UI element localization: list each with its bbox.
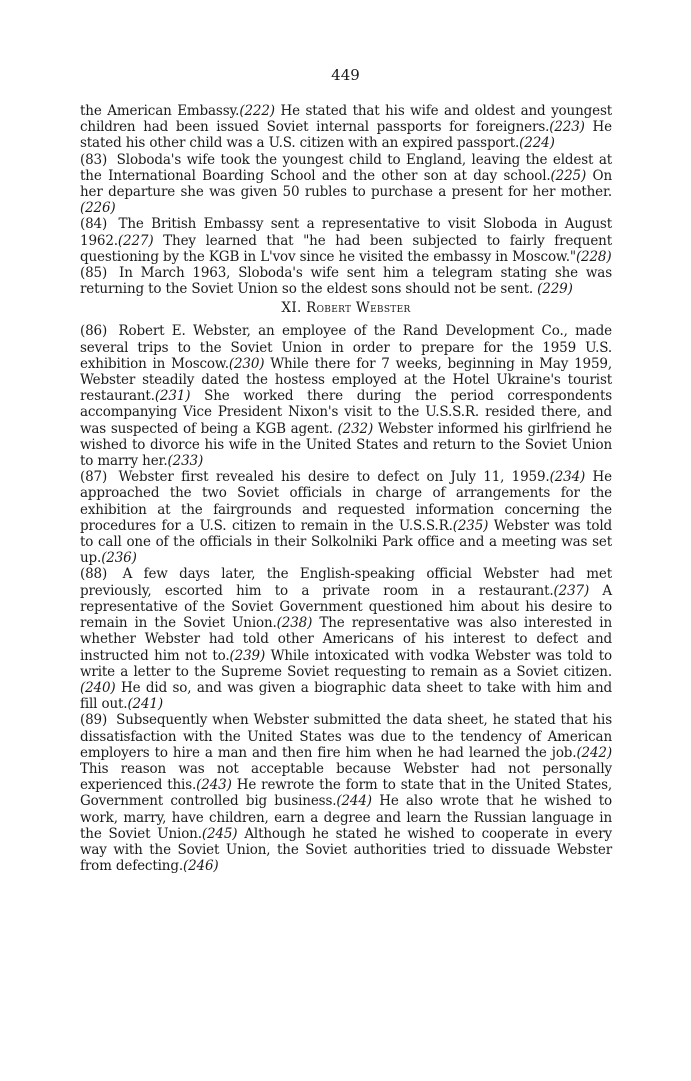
footnote-reference: (229) bbox=[537, 281, 573, 298]
text-segment: He did so, and was given a biographic data sheet to take with him and fill out. bbox=[80, 679, 612, 713]
footnote-reference: (237) bbox=[553, 582, 590, 599]
paragraph-number: (87) bbox=[80, 469, 108, 486]
footnote-reference: (246) bbox=[182, 858, 219, 875]
footnote-reference: (244) bbox=[336, 793, 372, 810]
paragraph-number: (83) bbox=[80, 151, 108, 168]
paragraph-p84 bbox=[80, 216, 612, 265]
text-segment: He stated that his wife and oldest and youngest children had been issued Soviet internal passports for foreigners. bbox=[80, 103, 612, 136]
footnote-reference: (231) bbox=[154, 388, 191, 405]
footnote-reference: (224) bbox=[519, 135, 555, 152]
text-segment: In March 1963, Sloboda's wife sent him a telegram stating she was returning to the Soviet Union so the eldest sons should not be sent. bbox=[80, 265, 612, 298]
text-segment: He also wrote that he wished to work, marry, have children, earn a degree and learn the Russian language in the Soviet Union. bbox=[80, 793, 612, 842]
footnote-reference: (238) bbox=[276, 615, 313, 632]
text-segment: Subsequently when Webster submitted the data sheet, he stated that his dissatisfaction with the United States was due to the tendency of American employers to hire a man and then fire him when he had learned the job. bbox=[80, 712, 612, 761]
footnote-reference: (236) bbox=[101, 550, 137, 567]
paragraph-cont bbox=[80, 103, 612, 152]
paragraph-p86 bbox=[80, 323, 612, 469]
footnote-reference: (233) bbox=[167, 453, 204, 470]
text-segment: Webster was told to call one of the officials in their Solkolniki Park office and a meeting was set up. bbox=[80, 517, 612, 567]
text-segment: He stated his other child was a U.S. citizen with an expired passport. bbox=[80, 119, 613, 152]
footnote-reference: (235) bbox=[452, 517, 489, 534]
section-heading: XI. Robert Webster bbox=[281, 300, 411, 317]
text-segment: Although he stated he wished to cooperate in every way with the Soviet Union, the Soviet authorities tried to dissuade Webster from defecting. bbox=[80, 825, 612, 875]
text-segment: Webster first revealed his desire to defect on July 11, 1959. bbox=[118, 469, 550, 486]
page-number: 449 bbox=[331, 66, 360, 84]
paragraph-p87 bbox=[80, 469, 612, 566]
footnote-reference: (228) bbox=[575, 248, 612, 265]
footnote-reference: (234) bbox=[549, 469, 586, 486]
footnote-reference: (226) bbox=[80, 200, 116, 217]
text-segment: The British Embassy sent a representative to visit Sloboda in August 1962. bbox=[80, 216, 612, 249]
paragraph-number: (85) bbox=[80, 265, 108, 282]
text-segment: She worked there during the period correspondents accompanying Vice President Nixon's visit to the U.S.S.R. resided there, and was suspected of being a KGB agent. bbox=[80, 388, 612, 437]
text-segment: This reason was not acceptable because Webster had not personally experienced this. bbox=[80, 760, 612, 794]
paragraph-p83 bbox=[80, 152, 612, 217]
text-segment: A few days later, the English-speaking official Webster had met previously, escorted him to a private room in a restaurant. bbox=[80, 566, 612, 599]
footnote-reference: (225) bbox=[550, 167, 587, 184]
footnote-reference: (230) bbox=[228, 355, 265, 372]
paragraph-number: (88) bbox=[80, 566, 108, 583]
footnote-reference: (239) bbox=[229, 647, 266, 664]
text-segment: They learned that "he had been subjected to fairly frequent questioning by the KGB in L'vov since he visited the embassy in Moscow." bbox=[80, 232, 612, 265]
text-segment: On her departure she was given 50 rubles to purchase a present for her mother. bbox=[80, 167, 612, 201]
text-segment: A representative of the Soviet Government questioned him about his desire to remain in the Soviet Union. bbox=[80, 582, 612, 632]
footnote-reference: (227) bbox=[117, 232, 154, 249]
text-segment: Robert E. Webster, an employee of the Rand Development Co., made several trips to the Soviet Union in order to prepare for the 1959 U.S. exhibition in Moscow. bbox=[80, 323, 612, 372]
text-segment: Sloboda's wife took the youngest child to England, leaving the eldest at the International Boarding School and the other son at day school. bbox=[80, 151, 612, 184]
text-segment: He approached the two Soviet officials in charge of arrangements for the exhibition at the fairgrounds and requested information concerning the procedures for a U.S. citizen to remain in the U.S.S.R. bbox=[80, 469, 612, 534]
text-segment: Webster informed his girlfriend he wished to divorce his wife in the United States and return to the Soviet Union to marry her. bbox=[80, 420, 612, 470]
body-text bbox=[80, 103, 612, 874]
text-segment: He rewrote the form to state that in the United States, Government controlled big business. bbox=[80, 777, 613, 810]
text-segment: the American Embassy. bbox=[80, 103, 240, 119]
footnote-reference: (222) bbox=[239, 103, 275, 119]
text-segment: While there for 7 weeks, beginning in May 1959, Webster steadily dated the hostess employed at the Hotel Ukraine's tourist restaurant. bbox=[80, 355, 613, 405]
text-segment: While intoxicated with vodka Webster was told to write a letter to the Supreme Soviet requesting to remain as a Soviet citizen. bbox=[80, 647, 612, 680]
paragraph-p89 bbox=[80, 712, 612, 874]
text-segment: The representative was also interested in whether Webster had told other Americans of his interest to defect and instructed him not to. bbox=[80, 615, 612, 664]
footnote-reference: (223) bbox=[549, 119, 585, 136]
paragraph-p88 bbox=[80, 566, 612, 712]
footnote-reference: (243) bbox=[196, 777, 232, 794]
footnote-reference: (242) bbox=[576, 744, 612, 761]
paragraph-number: (84) bbox=[80, 216, 108, 233]
paragraph-p85 bbox=[80, 265, 612, 297]
paragraph-number: (86) bbox=[80, 323, 108, 340]
paragraph-number: (89) bbox=[80, 712, 108, 729]
footnote-reference: (241) bbox=[127, 696, 163, 713]
footnote-reference: (240) bbox=[80, 679, 116, 696]
footnote-reference: (245) bbox=[201, 825, 238, 842]
footnote-reference: (232) bbox=[337, 420, 374, 437]
